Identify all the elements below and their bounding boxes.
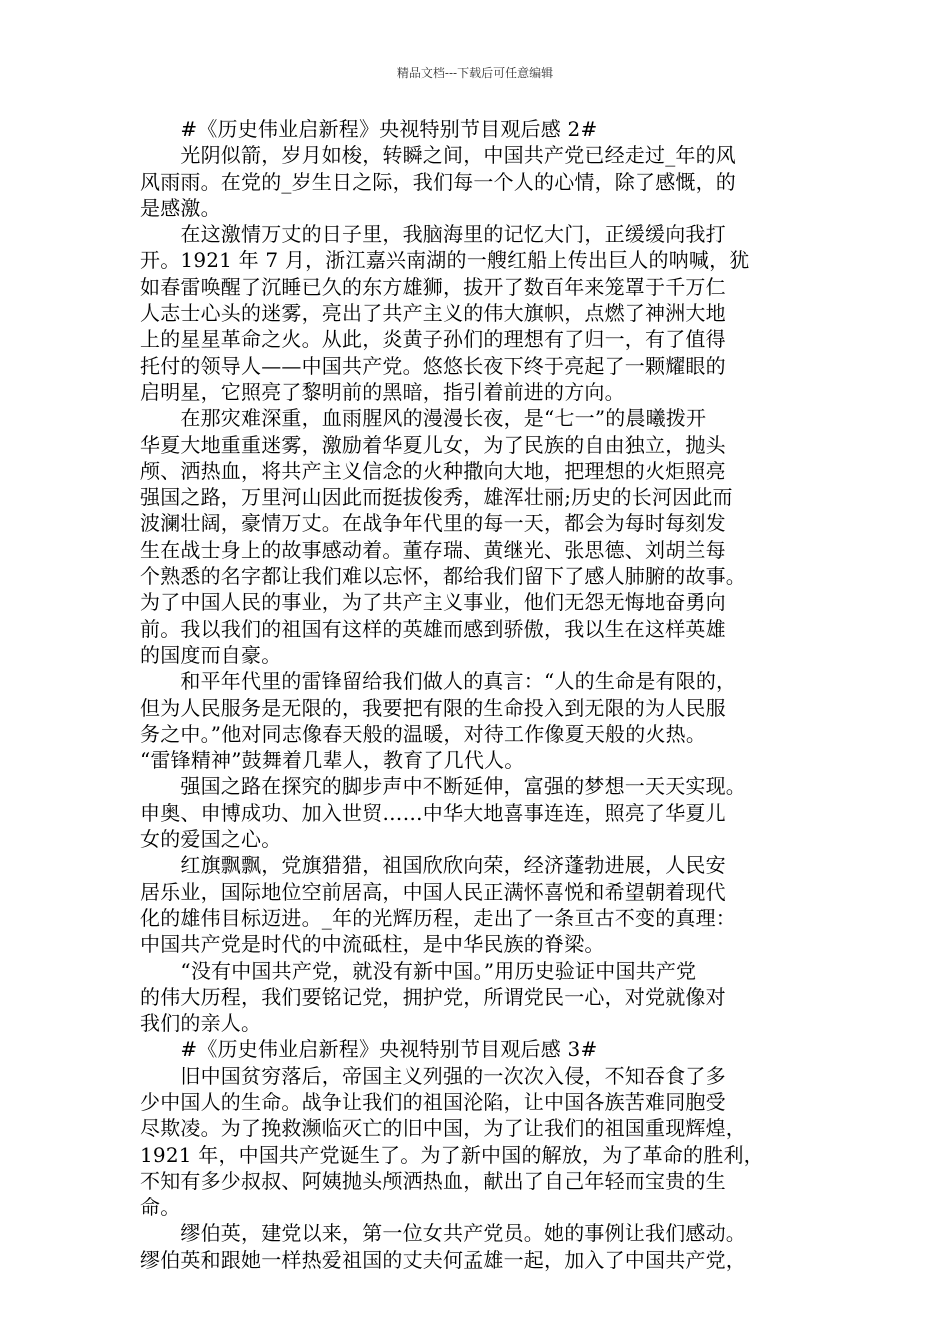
text-line: 波澜壮阔，豪情万丈。在战争年代里的每一天，都会为每时每刻发 [140,511,726,536]
text-line: “雷锋精神”鼓舞着几辈人，教育了几代人。 [140,748,525,773]
text-line: 的国度而自豪。 [140,642,282,667]
text-line: 前。我以我们的祖国有这样的英雄而感到骄傲，我以生在这样英雄 [140,616,726,641]
text-line: 旧中国贫穷落后，帝国主义列强的一次次入侵，不知吞食了多 [140,1063,726,1088]
text-line: 华夏大地重重迷雾，激励着华夏儿女，为了民族的自由独立，抛头 [140,432,726,457]
text-line: 但为人民服务是无限的，我要把有限的生命投入到无限的为人民服 [140,695,726,720]
text-line: 强国之路在探究的脚步声中不断延伸，富强的梦想一天天实现。 [140,774,746,799]
text-line: #《历史伟业启新程》央视特别节目观后感 2# [140,117,598,141]
text-line: 人志士心头的迷雾，亮出了共产主义的伟大旗帜，点燃了神洲大地 [140,301,726,326]
text-line: 不知有多少叔叔、阿姨抛头颅洒热血，献出了自己年轻而宝贵的生 [140,1168,726,1193]
text-line: 为了中国人民的事业，为了共产主义事业，他们无怨无悔地奋勇向 [140,590,726,615]
text-line: 生在战士身上的故事感动着。董存瑞、黄继光、张思德、刘胡兰每 [140,537,726,562]
text-line: 少中国人的生命。战争让我们的祖国沦陷，让中国各族苦难同胞受 [140,1089,726,1114]
text-line: 居乐业，国际地位空前居高，中国人民正满怀喜悦和希望朝着现代 [140,879,726,904]
text-line: 是感激。 [140,195,221,220]
text-line: 申奥、申博成功、加入世贸……中华大地喜事连连，照亮了华夏儿 [140,800,726,825]
text-line: 和平年代里的雷锋留给我们做人的真言：“人的生命是有限的， [140,669,737,694]
text-line: 托付的领导人——中国共产党。悠悠长夜下终于亮起了一颗耀眼的 [140,353,726,378]
text-line: 光阴似箭，岁月如梭，转瞬之间，中国共产党已经走过_年的风 [140,143,736,168]
text-line: 化的雄伟目标迈进。_年的光辉历程，走出了一条亘古不变的真理： [140,905,736,930]
document-body [140,116,832,1273]
text-line: “没有中国共产党，就没有新中国。”用历史验证中国共产党 [140,958,697,983]
text-line: 中国共产党是时代的中流砥柱，是中华民族的脊梁。 [140,932,605,957]
text-line: 在那灾难深重，血雨腥风的漫漫长夜，是“七一”的晨曦拨开 [140,406,707,431]
text-line: 红旗飘飘，党旗猎猎，祖国欣欣向荣，经济蓬勃进展，人民安 [140,853,726,878]
text-line: 强国之路，万里河山因此而挺拔俊秀，雄浑壮丽;历史的长河因此而 [140,485,733,510]
text-line: 尽欺凌。为了挽救濒临灭亡的旧中国，为了让我们的祖国重现辉煌， [140,1116,746,1141]
text-line: 缪伯英，建党以来，第一位女共产党员。她的事例让我们感动。 [140,1221,746,1246]
text-line: 个熟悉的名字都让我们难以忘怀，都给我们留下了感人肺腑的故事。 [140,564,746,589]
text-line: 如春雷唤醒了沉睡已久的东方雄狮，拔开了数百年来笼罩于千万仁 [140,274,726,299]
text-line: 1921 年，中国共产党诞生了。为了新中国的解放，为了革命的胜利， [140,1142,764,1167]
text-line: 风雨雨。在党的_岁生日之际，我们每一个人的心情，除了感慨，的 [140,169,736,194]
text-line: #《历史伟业启新程》央视特别节目观后感 3# [140,1037,598,1062]
text-line: 女的爱国之心。 [140,827,282,852]
text-line: 上的星星革命之火。从此，炎黄子孙们的理想有了归一，有了值得 [140,327,726,352]
text-line: 在这激情万丈的日子里，我脑海里的记忆大门，正缓缓向我打 [140,222,726,247]
text-line: 我们的亲人。 [140,1011,262,1036]
text-line: 颅、洒热血，将共产主义信念的火种撒向大地，把理想的火炬照亮 [140,458,726,483]
text-line: 的伟大历程，我们要铭记党，拥护党，所谓党民一心，对党就像对 [140,984,726,1009]
page-header: 精品文档---下载后可任意编辑 [396,66,554,80]
text-line: 务之中。”他对同志像春天般的温暖，对待工作像夏天般的火热。 [140,721,707,746]
text-line: 命。 [140,1195,181,1220]
text-line: 开。1921 年 7 月，浙江嘉兴南湖的一艘红船上传出巨人的呐喊，犹 [140,248,750,273]
text-line: 缪伯英和跟她一样热爱祖国的丈夫何孟雄一起，加入了中国共产党， [140,1247,746,1272]
text-line: 启明星，它照亮了黎明前的黑暗，指引着前进的方向。 [140,379,625,404]
